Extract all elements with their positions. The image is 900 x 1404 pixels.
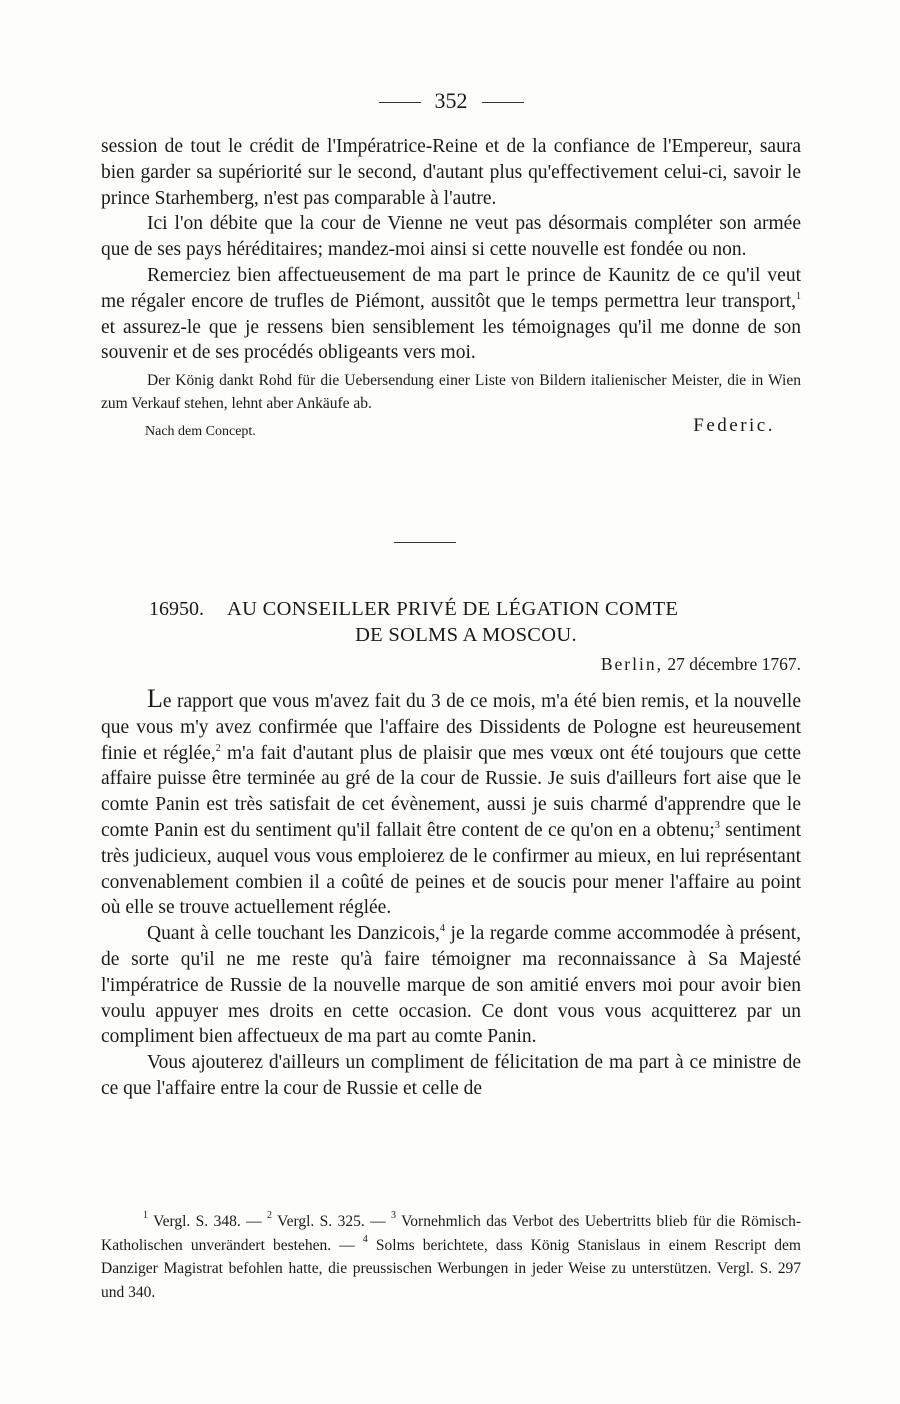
paragraph-text: et assurez-le que je ressens bien sensiblement les témoignages qu'il me donne de son souvenir et de ses procédés obligeants vers moi. [101,316,801,364]
footnote-mark: 1 [143,1210,148,1221]
letter-body [101,686,801,1102]
heading-line-1: AU CONSEILLER PRIVÉ DE LÉGATION COMTE [227,598,679,620]
paragraph-text: Remerciez bien affectueusement de ma part le prince de Kaunitz de ce qu'il veut me régaler encore de trufles de Piémont, aussitôt que le temps permettra leur transport, [101,264,801,312]
footnote-text: Vornehmlich das Verbot des Uebertritts blieb für die Römisch-Katholischen unverändert bestehen. — [101,1213,801,1254]
paragraph [101,263,801,366]
footnote-ref: 1 [796,290,801,302]
heading-line-2: DE SOLMS A MOSCOU. [355,624,577,646]
paragraph: Vous ajouterez d'ailleurs un compliment de félicitation de ma part à ce ministre de ce que l'affaire entre la cour de Russie et celle de [101,1052,801,1099]
german-note: Der König dankt Rohd für die Uebersendung einer Liste von Bildern italienischer Meister, die in Wien zum Verkauf stehen, lehnt aber Ankäufe ab. [101,372,801,413]
paragraph: session de tout le crédit de l'Impératrice-Reine et de la confiance de l'Empereur, saura bien garder sa supériorité sur le second, d'autant plus qu'effectivement celui-ci, savoir le prince Starhemberg, n'est pas comparable à l'autre. [101,136,801,209]
footnote-block [101,1210,801,1304]
footnote-ref: 4 [439,923,445,935]
signature: Federic. [693,415,775,437]
paragraph-text: e rapport que vous m'avez fait du 3 de ce mois, m'a été bien remis, et la nouvelle que vous m'y avez confirmée que l'affaire des Dissidents de Pologne est heureusement finie et réglée, [101,691,801,764]
footnote-text: Vergl. S. 348. — [148,1213,267,1230]
footnote-ref: 3 [714,819,720,831]
paragraph-text: m'a fait d'autant plus de plaisir que mes vœux ont été toujours que cette affaire puisse être terminée au gré de la cour de Russie. Je suis d'ailleurs fort aise que le comte Panin est très satisfait de cet évènement, aussi je suis charmé d'apprendre que le comte Panin est du sentiment qu'il fallait être content de ce qu'on en a obtenu; [101,742,801,841]
letter-number: 16950. [149,598,204,620]
footnote-mark: 3 [391,1210,396,1221]
footnote-mark: 2 [267,1210,272,1221]
place: Berlin, [600,654,663,674]
source-note: Nach dem Concept. [145,424,256,440]
date: 27 décembre 1767. [667,654,801,674]
footnotes [101,1210,801,1304]
paragraph: Ici l'on débite que la cour de Vienne ne veut pas désormais compléter son armée que de ses pays héréditaires; mandez-moi ainsi si cette nouvelle est fondée ou non. [101,213,801,261]
paragraph-text: sentiment très judicieux, auquel vous vous emploierez de le confirmer au mieux, en lui représentant convenablement combien il a coûté de peines et de soucis pour mener l'affaire au point où elle se trouve actuellement réglée. [101,819,801,919]
drop-cap: L [147,684,163,713]
paragraph-text: Quant à celle touchant les Danzicois, [147,923,440,945]
footnote-text: Vergl. S. 325. — [272,1213,391,1230]
footnote-ref: 2 [215,742,221,754]
page-header [101,88,801,114]
paragraph [101,686,801,921]
paragraph-text: je la regarde comme accommodée à présent, de sorte qu'il ne me reste qu'à faire témoigner ma reconnaissance à Sa Majesté l'impératrice de Russie de la nouvelle marque de son amitié envers moi pour avoir bien voulu appuyer mes droits en cette occasion. Ce dont vous vous acquitterez par un compliment bien affectueux de ma part au comte Panin. [101,923,801,1048]
header-rule-left [379,102,421,103]
top-text [101,134,801,441]
footnote-text: Solms berichtete, dass König Stanislaus in einem Rescript dem Danziger Magistrat befohlen hatte, die preussischen Werbungen in jeder Weise zu unterstützen. Vergl. S. 297 und 340. [101,1236,801,1301]
paragraph [101,921,801,1050]
header-rule-right [482,102,524,103]
signature-row [101,415,801,441]
dateline [601,654,801,675]
page-number: 352 [434,88,468,113]
section-divider [394,542,456,543]
footnote-mark: 4 [362,1233,368,1245]
